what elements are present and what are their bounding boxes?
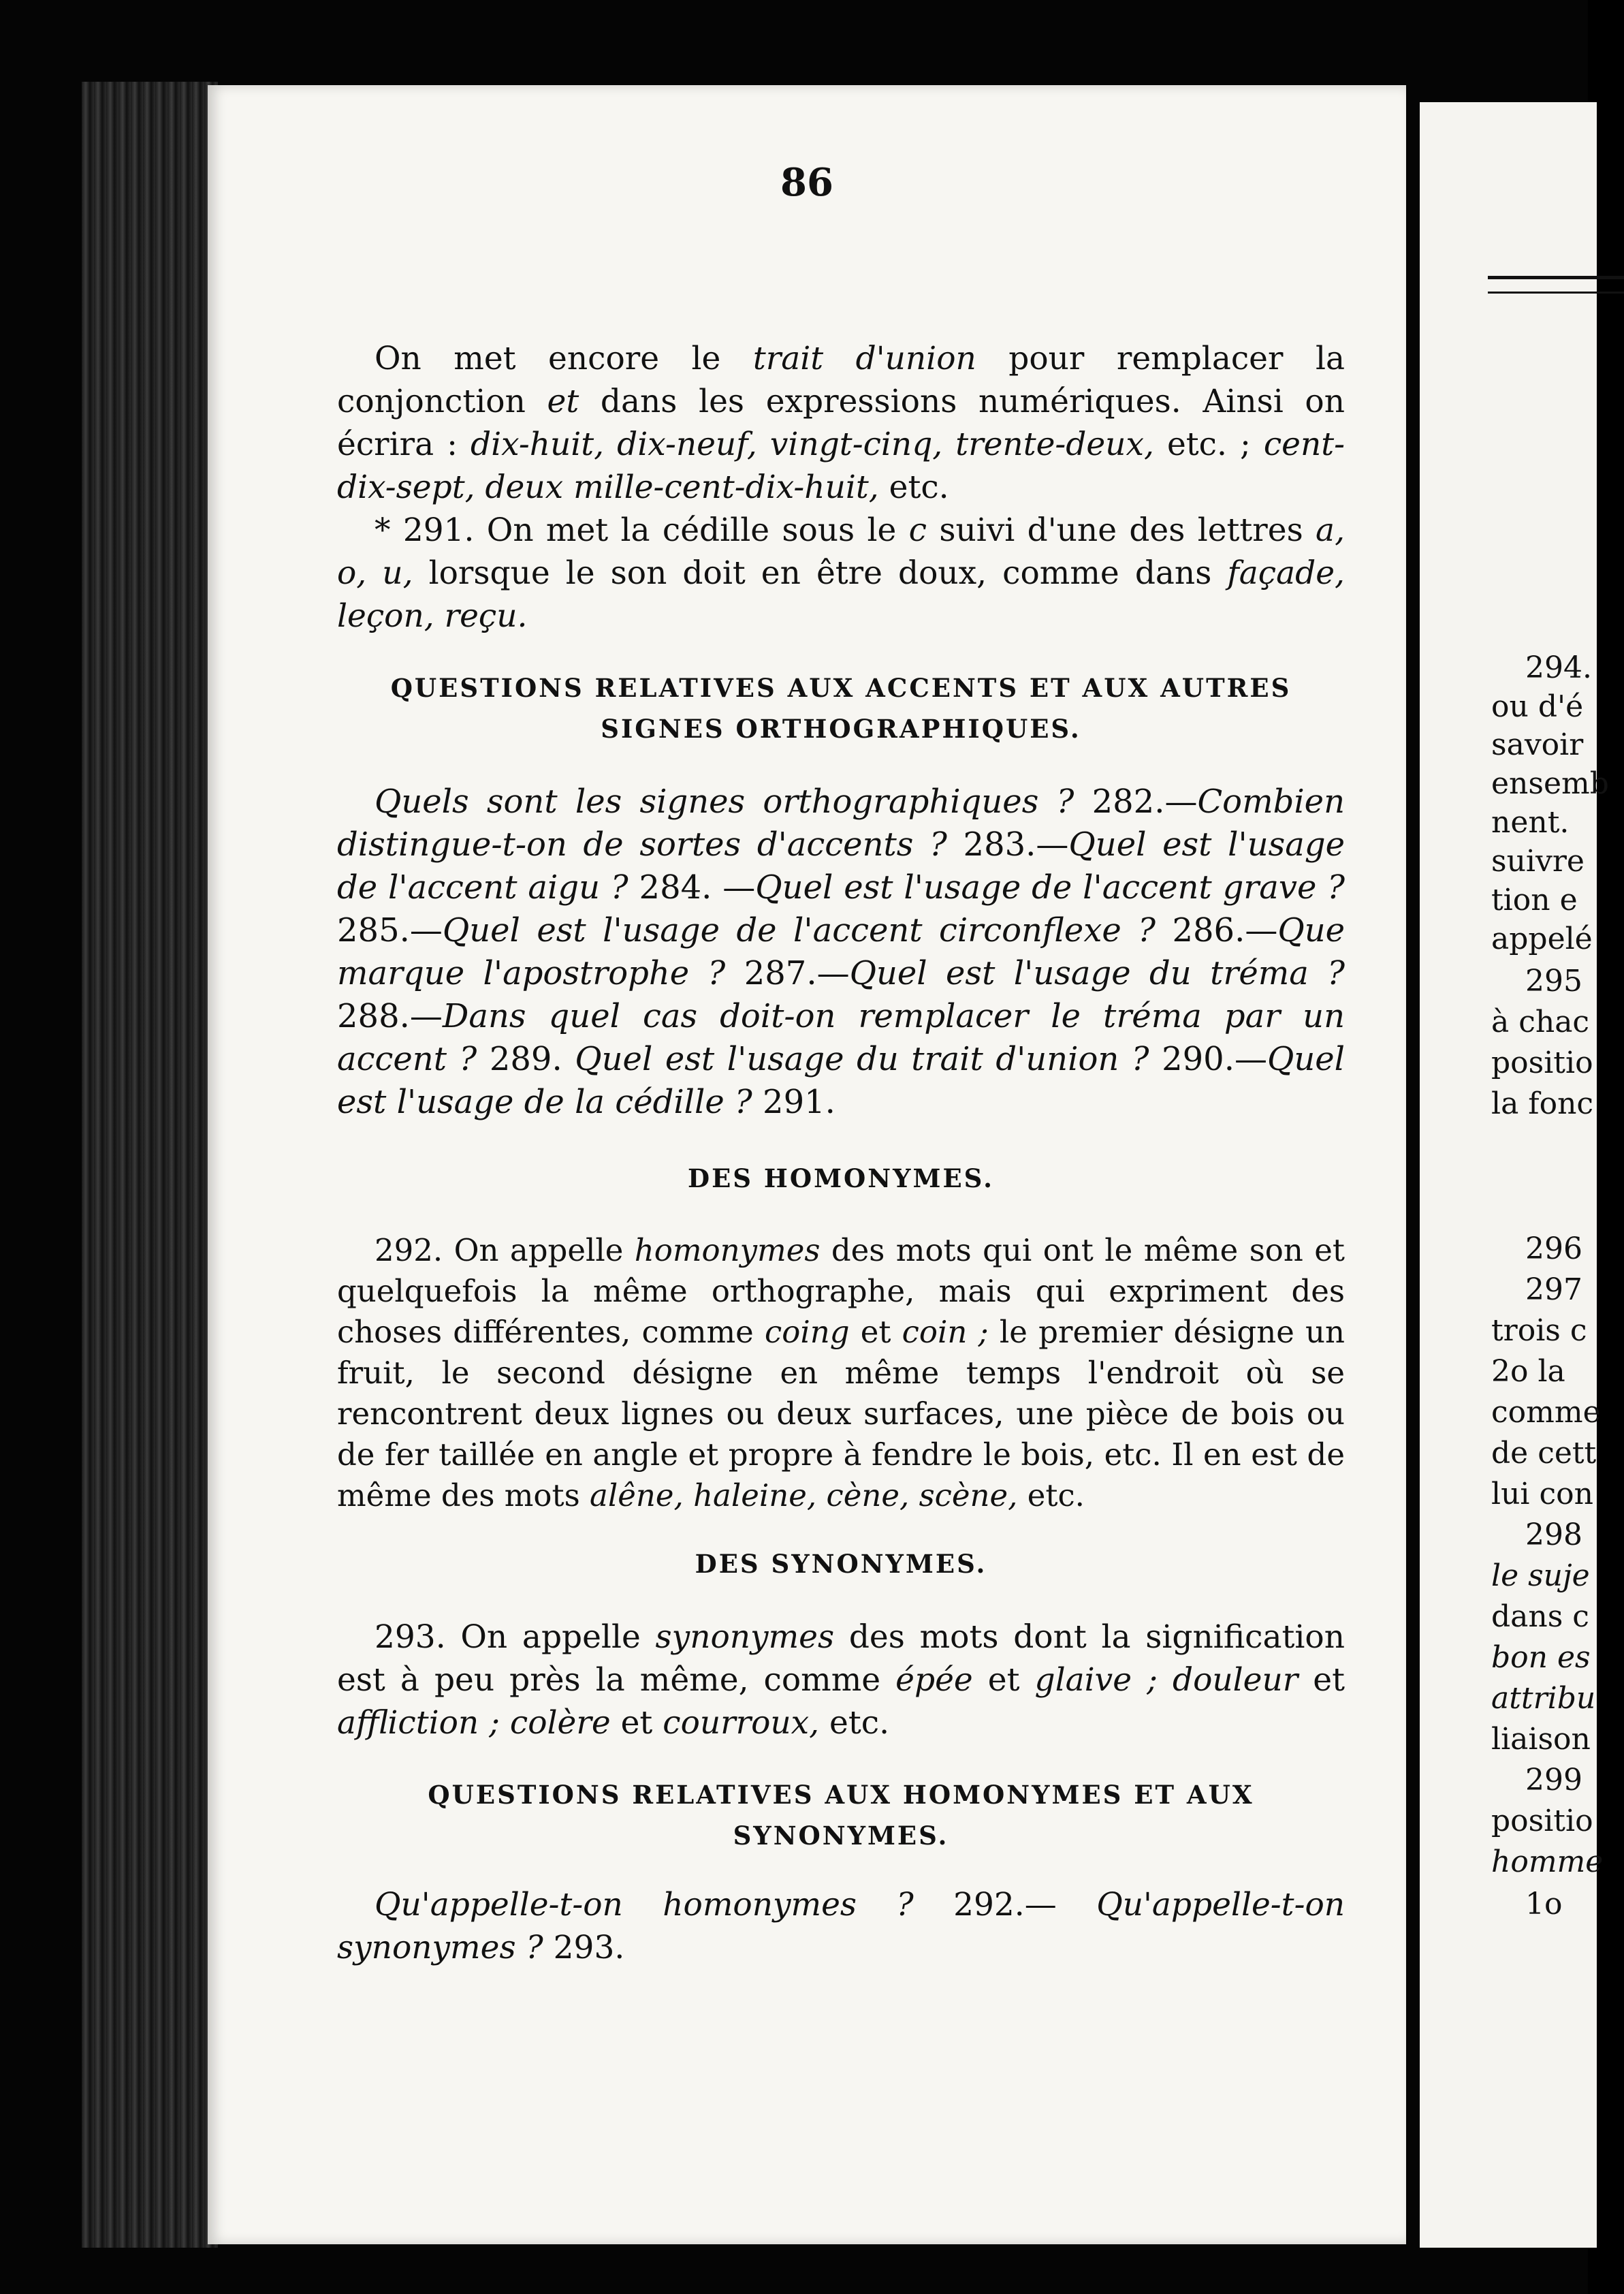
double-rule — [1488, 276, 1624, 294]
fragment: lui con — [1491, 1477, 1593, 1511]
paragraph-293 — [337, 1616, 1345, 1744]
heading-questions-accents: QUESTIONS RELATIVES AUX ACCENTS ET AUX AUTRES SIGNES ORTHOGRAPHIQUES. — [390, 673, 1292, 744]
fragment: 297 — [1525, 1272, 1582, 1307]
text: 292. On appelle — [375, 1232, 635, 1268]
paragraph-291 — [337, 509, 1345, 638]
italic-term: a, o, u, — [337, 512, 1346, 592]
text: 293. On appelle — [375, 1618, 656, 1656]
question: Que marque l'apostrophe ? — [337, 911, 1346, 992]
question-ref: 282.— — [1074, 783, 1198, 821]
fragment: homme — [1491, 1844, 1604, 1879]
question-ref: 288.— — [337, 997, 443, 1035]
fragment: le suje — [1491, 1558, 1590, 1593]
italic-term: cent-dix-sept, deux mille-cent-dix-huit, — [337, 426, 1345, 506]
heading-synonymes: DES SYNONYMES. — [695, 1549, 987, 1579]
text: lorsque le son doit en être doux, comme dans — [413, 554, 1228, 592]
fragment: 294. — [1525, 650, 1592, 685]
text: des mots qui ont le même son et quelquefois la même orthographe, mais qui expriment des choses différentes, comme — [337, 1232, 1346, 1350]
question: Quel est l'usage de la cédille ? — [337, 1040, 1346, 1121]
text: et — [610, 1704, 663, 1742]
fragment: 2o la — [1491, 1354, 1565, 1389]
question-ref: 284. — — [628, 868, 756, 907]
question: Qu'appelle-t-on synonymes ? — [337, 1886, 1346, 1966]
text: pour remplacer la conjonction — [337, 340, 1345, 420]
fragment: de cett — [1491, 1436, 1597, 1471]
italic-term: et — [547, 383, 579, 420]
fragment: positio — [1491, 1804, 1593, 1838]
italic-term: façade, leçon, reçu. — [337, 554, 1345, 635]
question-ref: 293. — [543, 1929, 625, 1966]
question: Quel est l'usage de l'accent aigu ? — [337, 826, 1345, 907]
fragment: 299 — [1525, 1763, 1582, 1797]
question-ref: 292.— — [913, 1886, 1097, 1923]
italic-term: synonymes — [655, 1618, 835, 1656]
italic-term: épée — [895, 1661, 973, 1699]
question-ref: 287.— — [725, 954, 850, 992]
fragment: comme — [1491, 1395, 1601, 1430]
fragment: 295 — [1525, 964, 1582, 999]
text: suivi d'une des lettres — [927, 512, 1316, 549]
fragment: ou d'é — [1491, 689, 1584, 724]
question: Quels sont les signes orthographiques ? — [375, 783, 1074, 821]
question-ref: 285.— — [337, 911, 443, 949]
fragment: la fonc — [1491, 1086, 1594, 1121]
italic-term: affliction ; colère — [337, 1704, 611, 1742]
text: et — [849, 1314, 902, 1350]
heading-questions-homonymes: QUESTIONS RELATIVES AUX HOMONYMES ET AUX SYNONYMES. — [428, 1780, 1254, 1851]
fragment: liaison — [1491, 1722, 1591, 1757]
question-ref: 286.— — [1156, 911, 1278, 949]
question: Combien distingue-t-on de sortes d'accents ? — [337, 783, 1345, 864]
fragment: 296 — [1525, 1231, 1582, 1266]
page-body — [337, 249, 1345, 1969]
fragment: appelé — [1491, 922, 1593, 956]
heading-homonymes: DES HOMONYMES. — [688, 1163, 994, 1193]
italic-term: coing — [765, 1314, 850, 1350]
fragment: tion e — [1491, 883, 1578, 917]
fragment: 298 — [1525, 1518, 1582, 1552]
question: Qu'appelle-t-on homonymes ? — [375, 1886, 914, 1923]
fragment: à chac — [1491, 1005, 1590, 1039]
fragment: dans c — [1491, 1599, 1589, 1634]
question-ref: 290.— — [1149, 1040, 1267, 1078]
book-spine — [82, 82, 218, 2248]
text: On met encore le — [375, 340, 753, 377]
text: dans les expressions numériques. Ainsi on écrira : — [337, 383, 1345, 463]
question: Dans quel cas doit-on remplacer le tréma par un accent ? — [337, 997, 1345, 1078]
italic-term: dix-huit, dix-neuf, vingt-cinq, trente-deux, — [471, 426, 1154, 463]
italic-term: homonymes — [634, 1232, 821, 1268]
text: et — [1298, 1661, 1345, 1699]
right-page — [1420, 102, 1609, 2248]
fragment: suivre — [1491, 844, 1585, 879]
fragment: trois c — [1491, 1313, 1587, 1348]
italic-term: alêne, haleine, cène, scène, — [590, 1477, 1018, 1513]
fragment: positio — [1491, 1046, 1593, 1080]
paragraph-292 — [337, 1230, 1345, 1516]
questions-accents — [337, 781, 1345, 1124]
question-ref: 289. — [477, 1040, 575, 1078]
fragment: 1o — [1525, 1887, 1563, 1921]
question-ref: 283.— — [946, 826, 1069, 864]
question: Quel est l'usage du trait d'union ? — [575, 1040, 1149, 1078]
question: Quel est l'usage du tréma ? — [849, 954, 1345, 992]
italic-term: c — [908, 512, 927, 549]
fragment: bon es — [1491, 1640, 1591, 1675]
italic-term: glaive ; douleur — [1034, 1661, 1299, 1699]
text: etc. ; — [1153, 426, 1264, 463]
questions-homonymes — [337, 1883, 1345, 1969]
text: des mots dont la signification est à peu près la même, comme — [337, 1618, 1345, 1699]
fragment: attribu — [1491, 1681, 1596, 1716]
text: * 291. On met la cédille sous le — [375, 512, 909, 549]
text: etc. — [878, 469, 949, 506]
text: etc. — [819, 1704, 890, 1742]
question-ref: 291. — [752, 1083, 835, 1121]
question: Quel est l'usage de l'accent circonflexe ? — [442, 911, 1156, 949]
italic-term: trait d'union — [752, 340, 976, 377]
italic-term: courroux, — [663, 1704, 820, 1742]
fragment: savoir — [1491, 727, 1584, 762]
fragment: nent. — [1491, 805, 1570, 840]
question: Quel est l'usage de l'accent grave ? — [755, 868, 1345, 907]
page-number: 86 — [780, 160, 833, 205]
text: et — [972, 1661, 1035, 1699]
paragraph-trait-union — [337, 337, 1345, 509]
left-page — [208, 85, 1406, 2244]
fragment: ensemb — [1491, 766, 1609, 801]
text: etc. — [1017, 1477, 1085, 1513]
text: le premier désigne un fruit, le second désigne en même temps l'endroit où se rencontrent deux lignes ou deux surfaces, une pièce de bois ou de fer taillée en angle et propre à fendre le bois, etc. Il en est de même des mots — [337, 1314, 1346, 1513]
italic-term: coin ; — [902, 1314, 989, 1350]
